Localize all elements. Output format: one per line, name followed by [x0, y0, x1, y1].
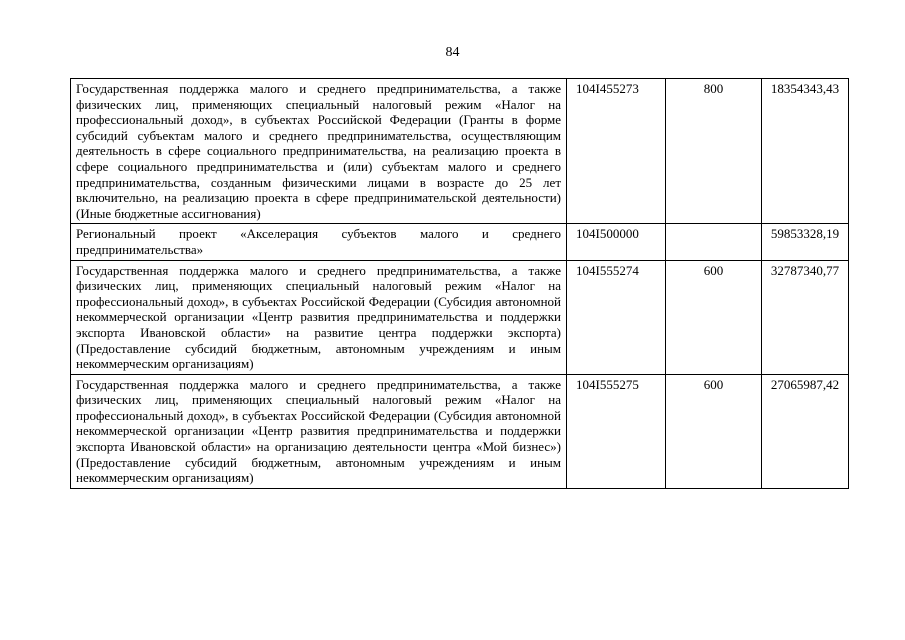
row-amount-cell: 27065987,42: [762, 374, 849, 488]
row-expense-type-cell: [666, 224, 762, 260]
row-expense-type-cell: 600: [666, 374, 762, 488]
row-code-cell: 104I455273: [567, 79, 666, 224]
page-number: 84: [445, 45, 460, 60]
budget-table: [70, 78, 849, 489]
row-name-cell: Государственная поддержка малого и среднего предпринимательства, а также физических лиц, применяющих специальный налоговый режим «Налог на профессиональный доход», в субъектах Российской Федерации (Гранты в форме субсидий субъектам малого и среднего предпринимательства, осуществляющим деятельность в сфере социального предпринимательства, на реализацию проекта в сфере социального предпринимательства и (или) субъектам малого и среднего предпринимательства, созданным физическими лицами в возрасте до 25 лет включительно, на реализацию проекта в сфере предпринимательской деятельности) (Иные бюджетные ассигнования): [71, 79, 567, 224]
row-name-cell: Государственная поддержка малого и среднего предпринимательства, а также физических лиц, применяющих специальный налоговый режим «Налог на профессиональный доход», в субъектах Российской Федерации (Субсидия автономной некоммерческой организации «Центр развития предпринимательства и поддержки экспорта Ивановской области» на развитие центра поддержки экспорта) (Предоставление субсидий бюджетным, автономным учреждениям и иным некоммерческим организациям): [71, 260, 567, 374]
row-amount-cell: 18354343,43: [762, 79, 849, 224]
row-code-cell: 104I500000: [567, 224, 666, 260]
row-code-cell: 104I555274: [567, 260, 666, 374]
row-amount-cell: 59853328,19: [762, 224, 849, 260]
table-row: [71, 224, 849, 260]
table-row: [71, 260, 849, 374]
row-expense-type-cell: 800: [666, 79, 762, 224]
row-code-cell: 104I555275: [567, 374, 666, 488]
table-row: [71, 374, 849, 488]
table-row: [71, 79, 849, 224]
row-expense-type-cell: 600: [666, 260, 762, 374]
row-amount-cell: 32787340,77: [762, 260, 849, 374]
row-name-cell: Региональный проект «Акселерация субъектов малого и среднего предпринимательства»: [71, 224, 567, 260]
row-name-cell: Государственная поддержка малого и среднего предпринимательства, а также физических лиц, применяющих специальный налоговый режим «Налог на профессиональный доход», в субъектах Российской Федерации (Субсидия автономной некоммерческой организации «Центр развития предпринимательства и поддержки экспорта Ивановской области» на организацию деятельности центра «Мой бизнес») (Предоставление субсидий бюджетным, автономным учреждениям и иным некоммерческим организациям): [71, 374, 567, 488]
